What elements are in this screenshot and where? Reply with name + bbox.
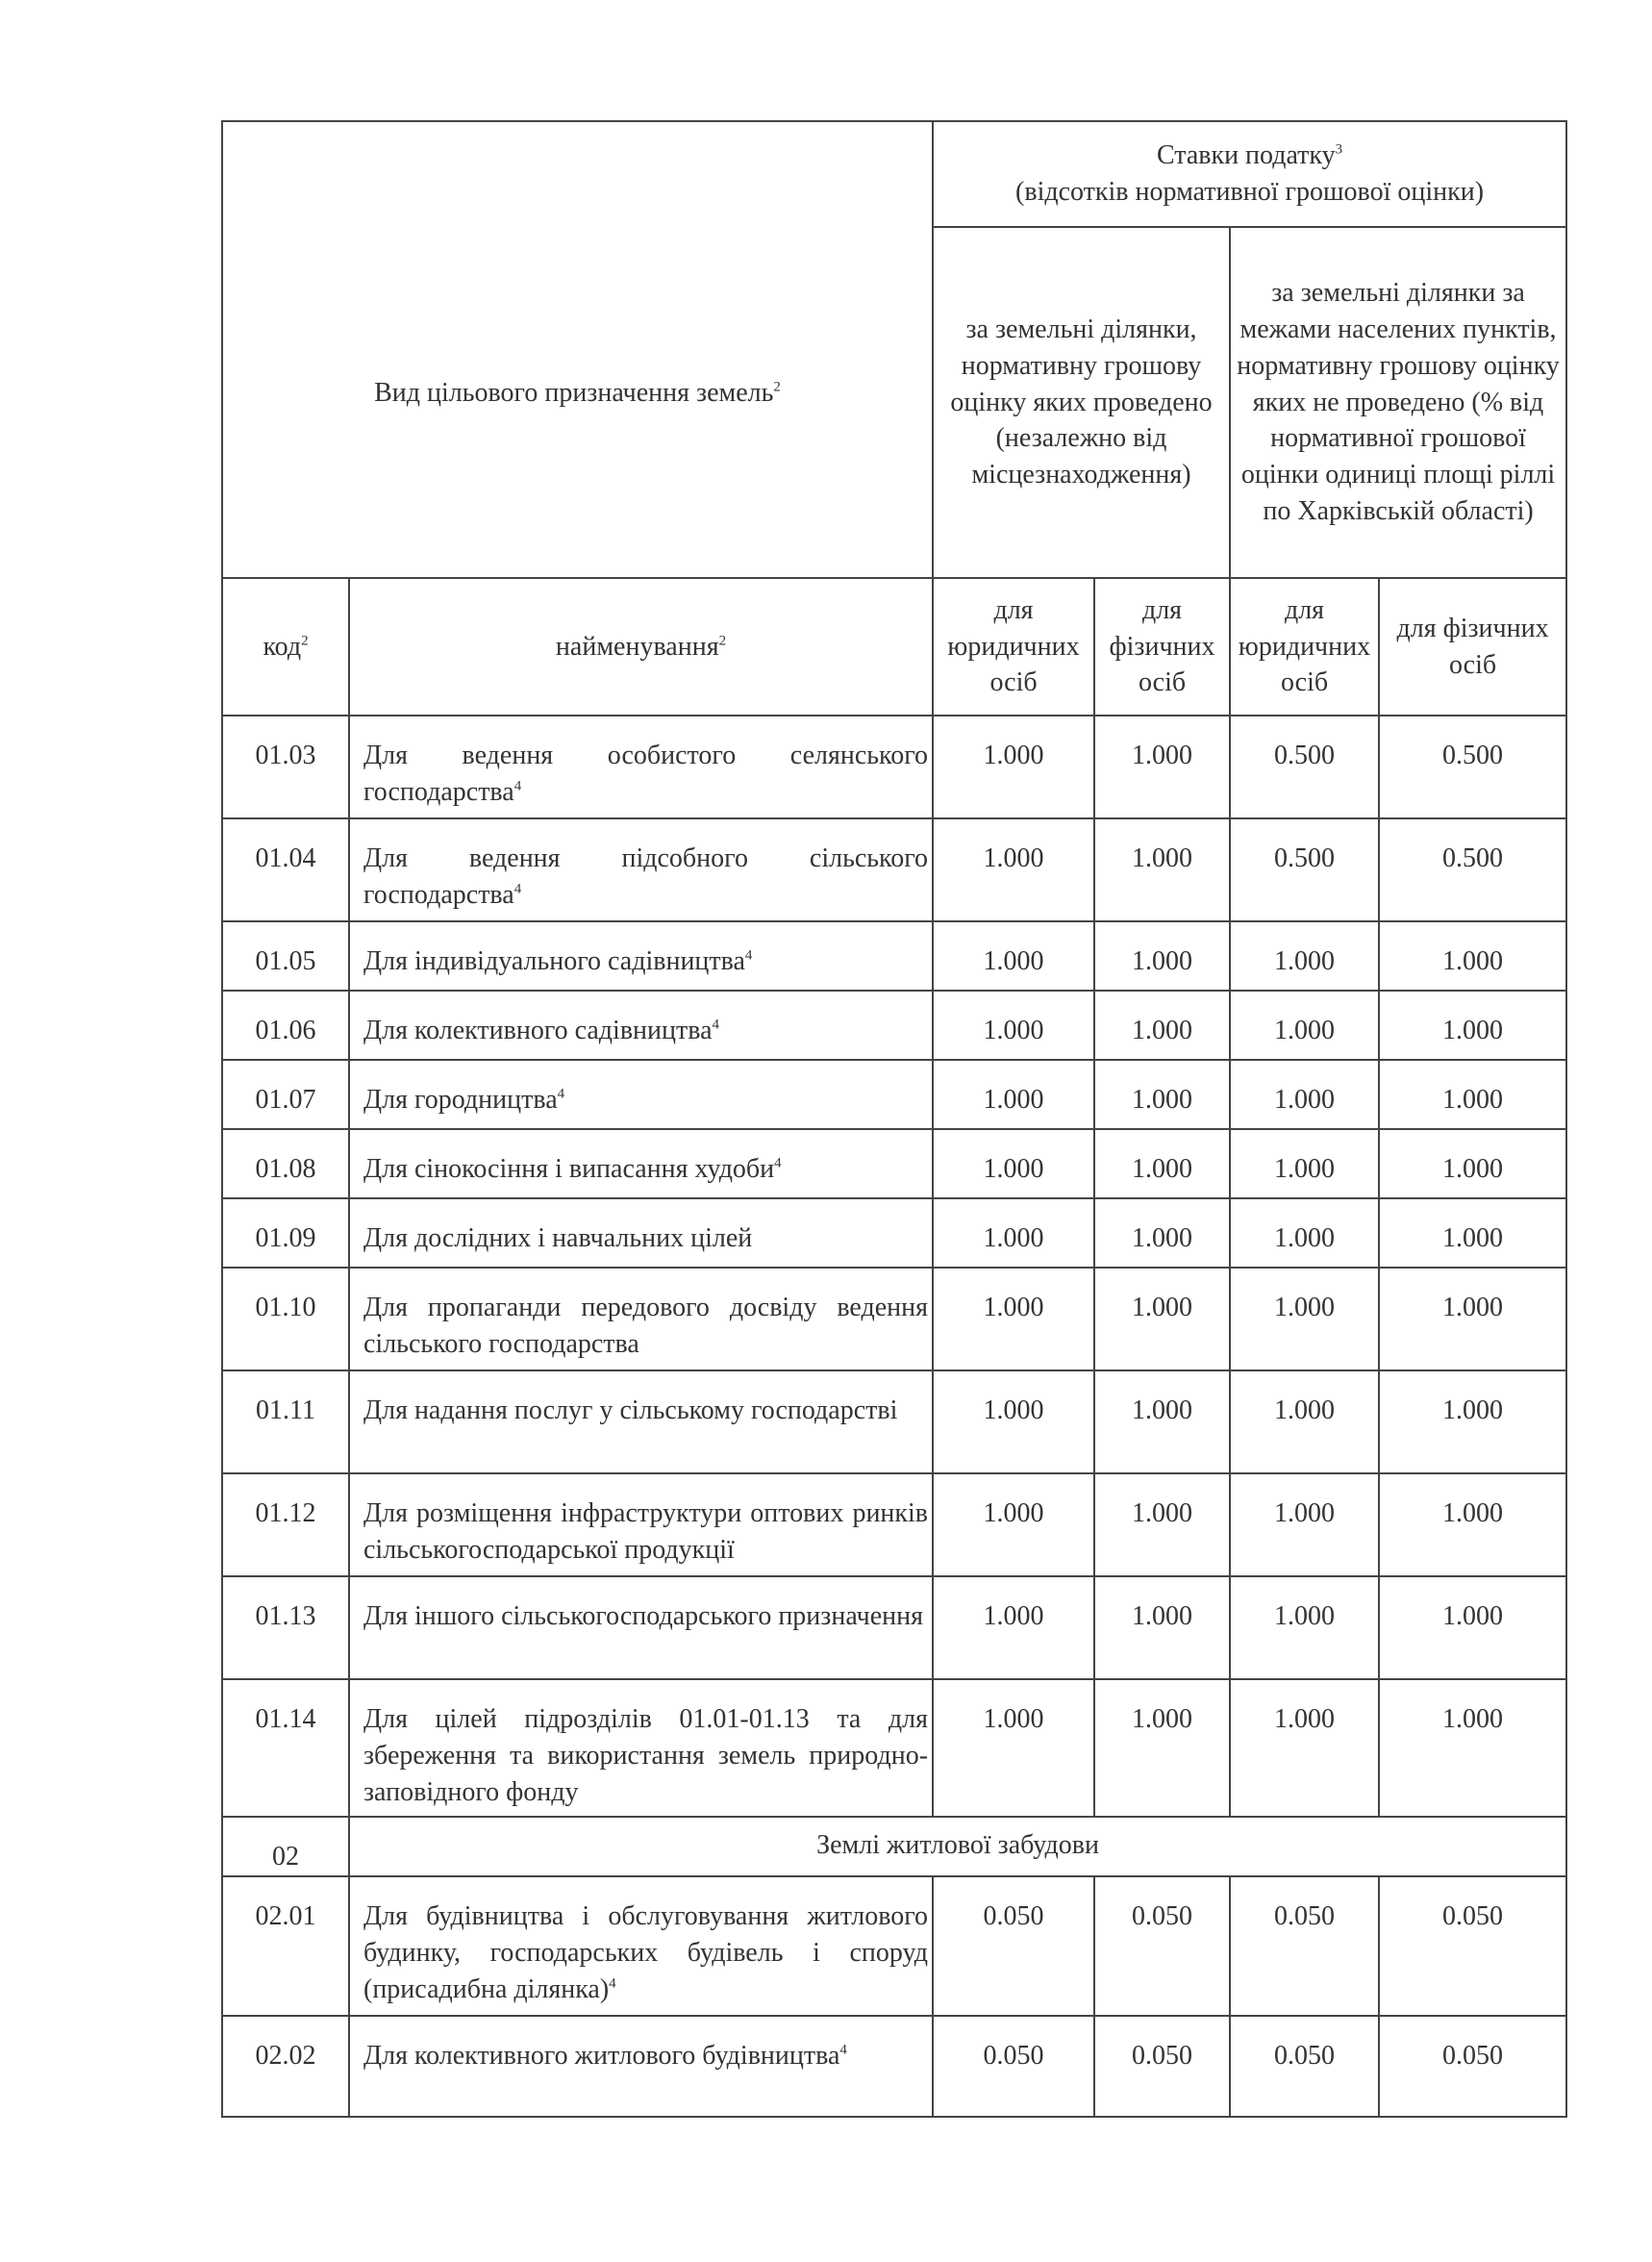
rates-subtitle: (відсотків нормативної грошової оцінки) — [1015, 177, 1485, 207]
rate-value-2: 1.000 — [1094, 1268, 1230, 1370]
row-code: 02.01 — [222, 1876, 349, 2016]
code-header-text: код — [263, 631, 302, 662]
phys-b-header: для фізичних осіб — [1379, 578, 1566, 716]
rate-value-1: 1.000 — [933, 1129, 1094, 1198]
rate-value-4: 1.000 — [1379, 1576, 1566, 1679]
table-row — [222, 1370, 1566, 1473]
table-row — [222, 1576, 1566, 1679]
rate-value-2: 1.000 — [1094, 1473, 1230, 1576]
row-name-text: Для сінокосіння і випасання худоби — [363, 1154, 775, 1184]
rates-header — [933, 121, 1566, 227]
legal-b-header: для юридичних осіб — [1230, 578, 1379, 716]
row-code: 01.08 — [222, 1129, 349, 1198]
rate-value-2: 1.000 — [1094, 1679, 1230, 1817]
rate-value-4: 1.000 — [1379, 1473, 1566, 1576]
row-name-text: Для індивідуального садівництва — [363, 946, 745, 976]
row-name-sup: 4 — [609, 1975, 616, 1992]
group-a-header: за земельні ділянки, нормативну грошову оцінку яких проведено (незалежно від місцезнаходження) — [933, 227, 1230, 578]
rate-value-1: 1.000 — [933, 921, 1094, 991]
row-name — [349, 2016, 933, 2117]
group-b-header: за земельні ділянки за межами населених пунктів, нормативну грошову оцінку яких не проведено (% від нормативної грошової оцінки одиниці площі ріллі по Харківській області) — [1230, 227, 1566, 578]
name-header-sup: 2 — [718, 633, 727, 649]
rate-value-2: 1.000 — [1094, 1576, 1230, 1679]
row-name — [349, 1129, 933, 1198]
section-code: 02 — [222, 1817, 349, 1876]
row-name — [349, 1876, 933, 2016]
row-name-text: Для колективного садівництва — [363, 1016, 713, 1045]
rate-value-1: 1.000 — [933, 1198, 1094, 1268]
section-row — [222, 1817, 1566, 1876]
rate-value-4: 0.500 — [1379, 818, 1566, 921]
row-name — [349, 1576, 933, 1679]
row-name-text: Для колективного житлового будівництва — [363, 2041, 840, 2072]
rate-value-1: 1.000 — [933, 1268, 1094, 1370]
rate-value-2: 1.000 — [1094, 1198, 1230, 1268]
table-row — [222, 921, 1566, 991]
row-name-sup: 4 — [712, 1017, 720, 1033]
purpose-header — [222, 121, 933, 578]
rate-value-1: 1.000 — [933, 1576, 1094, 1679]
row-code: 01.04 — [222, 818, 349, 921]
row-name-text: Для будівництва і обслуговування житлового будинку, господарських будівель і споруд (присадибна ділянка) — [363, 1901, 929, 2004]
row-name-text: Для ведення підсобного сільського господарства — [363, 843, 929, 910]
row-name-text: Для ведення особистого селянського господарства — [363, 741, 929, 807]
name-header — [349, 578, 933, 716]
rate-value-1: 1.000 — [933, 1060, 1094, 1129]
purpose-header-sup: 2 — [773, 379, 781, 395]
row-name-sup: 4 — [839, 2042, 847, 2058]
rate-value-1: 1.000 — [933, 818, 1094, 921]
table-row — [222, 1473, 1566, 1576]
row-code: 01.07 — [222, 1060, 349, 1129]
rate-value-2: 1.000 — [1094, 1129, 1230, 1198]
table-row — [222, 716, 1566, 818]
row-name — [349, 1268, 933, 1370]
rate-value-4: 0.050 — [1379, 2016, 1566, 2117]
table-row — [222, 1198, 1566, 1268]
rate-value-2: 0.050 — [1094, 1876, 1230, 2016]
rate-value-3: 1.000 — [1230, 1473, 1379, 1576]
rate-value-3: 0.050 — [1230, 2016, 1379, 2117]
rate-value-3: 1.000 — [1230, 1370, 1379, 1473]
rate-value-4: 1.000 — [1379, 1129, 1566, 1198]
row-name — [349, 716, 933, 818]
rate-value-2: 1.000 — [1094, 716, 1230, 818]
rate-value-4: 1.000 — [1379, 1060, 1566, 1129]
rate-value-4: 1.000 — [1379, 1370, 1566, 1473]
row-name — [349, 991, 933, 1060]
rate-value-4: 1.000 — [1379, 1268, 1566, 1370]
row-code: 01.06 — [222, 991, 349, 1060]
row-code: 01.12 — [222, 1473, 349, 1576]
row-name-text: Для городництва — [363, 1085, 558, 1115]
table-row — [222, 818, 1566, 921]
rate-value-4: 1.000 — [1379, 921, 1566, 991]
table-row — [222, 1268, 1566, 1370]
row-name — [349, 1679, 933, 1817]
rate-value-3: 1.000 — [1230, 1198, 1379, 1268]
tax-rates-table — [221, 120, 1567, 2118]
section-title: Землі житлової забудови — [349, 1817, 1566, 1876]
rate-value-1: 0.050 — [933, 1876, 1094, 2016]
row-name — [349, 818, 933, 921]
rate-value-4: 1.000 — [1379, 1679, 1566, 1817]
row-name-sup: 4 — [744, 947, 753, 964]
row-name — [349, 921, 933, 991]
row-name-text: Для надання послуг у сільському господарстві — [363, 1395, 898, 1425]
code-header — [222, 578, 349, 716]
rate-value-4: 1.000 — [1379, 1198, 1566, 1268]
table-row — [222, 1060, 1566, 1129]
rate-value-3: 0.500 — [1230, 716, 1379, 818]
rate-value-2: 1.000 — [1094, 818, 1230, 921]
rate-value-4: 0.500 — [1379, 716, 1566, 818]
table-row — [222, 1876, 1566, 2016]
rate-value-3: 1.000 — [1230, 921, 1379, 991]
rate-value-3: 1.000 — [1230, 1060, 1379, 1129]
table-row — [222, 1129, 1566, 1198]
row-name-text: Для розміщення інфраструктури оптових ринків сільськогосподарської продукції — [363, 1498, 929, 1565]
rate-value-2: 1.000 — [1094, 921, 1230, 991]
rate-value-2: 0.050 — [1094, 2016, 1230, 2117]
row-code: 01.10 — [222, 1268, 349, 1370]
row-name — [349, 1370, 933, 1473]
table-row — [222, 2016, 1566, 2117]
row-name-text: Для дослідних і навчальних цілей — [363, 1223, 753, 1253]
rate-value-2: 1.000 — [1094, 1060, 1230, 1129]
rate-value-1: 1.000 — [933, 991, 1094, 1060]
rate-value-1: 1.000 — [933, 1473, 1094, 1576]
rate-value-1: 0.050 — [933, 2016, 1094, 2117]
name-header-text: найменування — [555, 631, 719, 662]
rate-value-3: 0.500 — [1230, 818, 1379, 921]
code-header-sup: 2 — [301, 633, 309, 649]
rate-value-1: 1.000 — [933, 716, 1094, 818]
rate-value-1: 1.000 — [933, 1679, 1094, 1817]
row-name-sup: 4 — [557, 1086, 565, 1102]
row-code: 01.09 — [222, 1198, 349, 1268]
rate-value-4: 1.000 — [1379, 991, 1566, 1060]
row-name-text: Для пропаганди передового досвіду ведення сільського господарства — [363, 1293, 929, 1359]
row-code: 02.02 — [222, 2016, 349, 2117]
row-name-sup: 4 — [513, 881, 522, 897]
row-name — [349, 1473, 933, 1576]
row-name-text: Для іншого сільськогосподарського призначення — [363, 1601, 923, 1631]
row-code: 01.03 — [222, 716, 349, 818]
row-code: 01.13 — [222, 1576, 349, 1679]
rate-value-4: 0.050 — [1379, 1876, 1566, 2016]
rate-value-3: 1.000 — [1230, 991, 1379, 1060]
table-row — [222, 1679, 1566, 1817]
rate-value-3: 1.000 — [1230, 1268, 1379, 1370]
row-code: 01.05 — [222, 921, 349, 991]
row-name — [349, 1198, 933, 1268]
phys-a-header: для фізичних осіб — [1094, 578, 1230, 716]
rate-value-3: 0.050 — [1230, 1876, 1379, 2016]
rate-value-2: 1.000 — [1094, 1370, 1230, 1473]
legal-a-header: для юридичних осіб — [933, 578, 1094, 716]
row-name-sup: 4 — [513, 778, 522, 794]
purpose-header-text: Вид цільового призначення земель — [374, 377, 774, 408]
rates-title: Ставки податку — [1156, 140, 1336, 171]
table-row — [222, 991, 1566, 1060]
row-name — [349, 1060, 933, 1129]
rate-value-3: 1.000 — [1230, 1679, 1379, 1817]
rates-title-sup: 3 — [1335, 141, 1343, 158]
rate-value-3: 1.000 — [1230, 1129, 1379, 1198]
rate-value-1: 1.000 — [933, 1370, 1094, 1473]
rate-value-3: 1.000 — [1230, 1576, 1379, 1679]
row-code: 01.14 — [222, 1679, 349, 1817]
row-name-sup: 4 — [774, 1155, 782, 1171]
row-name-text: Для цілей підрозділів 01.01-01.13 та для збереження та використання земель природно-заповідного фонду — [363, 1704, 929, 1807]
row-code: 01.11 — [222, 1370, 349, 1473]
rate-value-2: 1.000 — [1094, 991, 1230, 1060]
